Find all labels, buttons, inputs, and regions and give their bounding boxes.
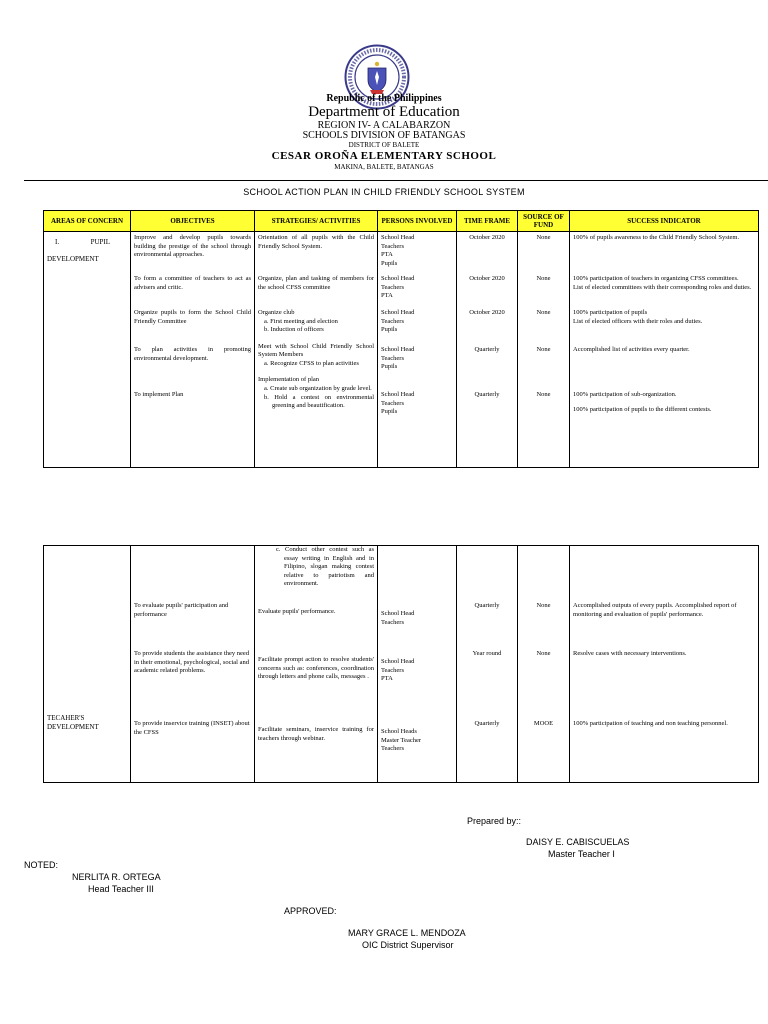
success-2	[573, 275, 755, 309]
objective-2: To form a committee of teachers to act as advisers and critic.	[134, 275, 251, 291]
strategy-3-title: Organize club	[258, 309, 295, 316]
strategy-4-a: a. Recognize CFSS to plan activities	[264, 359, 359, 367]
fund-2: None	[536, 275, 551, 282]
success-7: Resolve cases with necessary interventions.	[573, 650, 687, 657]
header-divider	[24, 180, 768, 181]
success-3a: 100% participation of pupils	[573, 309, 648, 316]
person-item: Teachers	[381, 242, 405, 250]
persons-cell	[378, 546, 457, 783]
objective-5: To implement Plan	[134, 391, 184, 398]
time-5: Quarterly	[474, 391, 500, 398]
table-row	[44, 232, 759, 468]
table-header-row	[44, 211, 759, 232]
persons-group-8	[381, 728, 453, 754]
strategy-7: Facilitate prompt action to resolve students' concerns such as: conferences, coordination through letters and phone calls, messages .	[258, 656, 374, 681]
success-8: 100% participation of teaching and non teaching personnel.	[573, 720, 728, 727]
areas-cell	[44, 546, 131, 783]
objective-4: To plan activities in promoting environmental development.	[134, 346, 251, 362]
noted-title: Head Teacher III	[88, 884, 154, 894]
col-header-objectives: OBJECTIVES	[131, 211, 255, 232]
strategy-1: Orientation of all pupils with the Child Friendly School System.	[258, 234, 374, 250]
success-4: Accomplished list of activities every quarter.	[573, 346, 690, 353]
strategy-6: Evaluate pupils' performance.	[258, 608, 336, 615]
prepared-name: DAISY E. CABISCUELAS	[526, 837, 630, 847]
time-cell	[457, 546, 518, 783]
objective-7: To provide students the assistance they need in their emotional, psychological, social and academic related problems.	[134, 650, 250, 675]
person-item: Pupils	[381, 326, 398, 334]
strategy-3-b: b. Induction of officers	[264, 326, 324, 334]
fund-5: None	[536, 391, 551, 398]
district-label: DISTRICT OF BALETE	[348, 141, 420, 149]
document-title: SCHOOL ACTION PLAN IN CHILD FRIENDLY SCHOOL SYSTEM	[243, 187, 525, 197]
fund-3: None	[536, 309, 551, 316]
person-item: Master Teacher	[381, 736, 422, 744]
success-5b: 100% participation of pupils to the different contests.	[573, 405, 712, 413]
col-header-time: TIME FRAME	[457, 211, 518, 232]
person-item: Teachers	[381, 354, 405, 362]
approved-name: MARY GRACE L. MENDOZA	[348, 928, 466, 938]
persons-group-1	[381, 234, 453, 275]
success-5a: 100% participation of sub-organization.	[573, 391, 677, 398]
person-item: PTA	[381, 251, 393, 259]
concern-roman: I.	[55, 238, 60, 246]
person-item: School Head	[381, 610, 415, 617]
person-item: School Head	[381, 391, 415, 398]
concern-teachers: TECAHER'S DEVELOPMENT	[47, 714, 99, 732]
persons-group-6	[381, 610, 453, 658]
col-header-strategies: STRATEGIES/ ACTIVITIES	[255, 211, 378, 232]
success-cell	[570, 232, 759, 468]
region-label: REGION IV- A CALABARZON	[317, 120, 451, 131]
concern-word: PUPIL	[90, 238, 111, 246]
persons-group-3	[381, 309, 453, 346]
approved-title: OIC District Supervisor	[362, 940, 454, 950]
time-2: October 2020	[469, 275, 505, 282]
division-label: SCHOOLS DIVISION OF BATANGAS	[302, 130, 466, 141]
person-item: Teachers	[381, 399, 405, 407]
time-8: Quarterly	[474, 720, 500, 727]
fund-8: MOOE	[533, 720, 554, 727]
person-item: School Head	[381, 658, 415, 665]
table-row	[44, 546, 759, 783]
strategy-5-c: c. Conduct other contest such as essay writing in English and in Filipino, slogan making contest relative to patriotism and environment.	[276, 546, 374, 588]
objective-1: Improve and develop pupils towards building the prestige of the school through environmental approaches.	[134, 234, 251, 259]
prepared-label: Prepared by::	[467, 816, 522, 826]
fund-4: None	[536, 346, 551, 353]
fund-cell	[518, 232, 570, 468]
person-item: School Head	[381, 275, 415, 282]
person-item: PTA	[381, 675, 393, 683]
col-header-fund: SOURCE OF FUND	[518, 211, 570, 232]
person-item: School Head	[381, 346, 415, 353]
success-5	[573, 391, 755, 414]
person-item: Teachers	[381, 666, 405, 674]
strategy-4-title: Meet with School Child Friendly School System Members	[258, 342, 374, 359]
success-1: 100% of pupils awareness to the Child Friendly School System.	[573, 234, 740, 241]
fund-cell	[518, 546, 570, 783]
strategies-cell	[255, 546, 378, 783]
school-name: CESAR OROÑA ELEMENTARY SCHOOL	[271, 150, 497, 162]
strategy-2: Organize, plan and tasking of members for the school CFSS committee	[258, 275, 374, 291]
time-3: October 2020	[469, 309, 505, 316]
action-plan-table-2	[43, 545, 759, 783]
persons-group-2	[381, 275, 453, 309]
action-plan-table-1	[43, 210, 759, 468]
objective-8: To provide inservice training (INSET) about the CFSS	[134, 720, 250, 736]
success-2a: 100% participation of teachers in organizing CFSS committees.	[573, 275, 739, 282]
success-2b: List of elected committees with their corresponding roles and duties.	[573, 283, 752, 291]
person-item: Pupils	[381, 363, 398, 371]
success-3	[573, 309, 755, 346]
person-item: PTA	[381, 292, 393, 300]
person-item: Teachers	[381, 283, 405, 291]
person-item: Pupils	[381, 408, 398, 416]
persons-group-4	[381, 346, 453, 391]
objectives-cell	[131, 232, 255, 468]
school-address: MAKINA, BALETE, BATANGAS	[334, 163, 434, 171]
strategy-5-title: Implementation of plan	[258, 376, 320, 384]
time-7: Year round	[472, 650, 502, 657]
success-6: Accomplished outputs of every pupils. Accomplished report of monitoring and evaluation of pupils' performance.	[573, 602, 737, 618]
time-1: October 2020	[469, 234, 505, 241]
person-item: Teachers	[381, 745, 405, 753]
col-header-areas: AREAS OF CONCERN	[44, 211, 131, 232]
strategies-cell	[255, 232, 378, 468]
persons-cell	[378, 232, 457, 468]
person-item: Teachers	[381, 618, 405, 626]
person-item: School Heads	[381, 728, 417, 735]
concern-heading	[47, 238, 127, 247]
time-4: Quarterly	[474, 346, 500, 353]
department-title: Department of Education	[308, 104, 460, 120]
person-item: School Head	[381, 234, 415, 241]
time-cell	[457, 232, 518, 468]
person-item: Pupils	[381, 259, 398, 267]
success-3b: List of elected officers with their roles and duties.	[573, 317, 703, 325]
strategy-5-a: a. Create sub organization by grade level.	[264, 385, 372, 393]
fund-1: None	[536, 234, 551, 241]
prepared-title: Master Teacher I	[548, 849, 615, 859]
strategy-3-a: a. First meeting and election	[264, 317, 338, 325]
objective-3: Organize pupils to form the School Child Friendly Committee	[134, 309, 251, 325]
col-header-persons: PERSONS INVOLVED	[378, 211, 457, 232]
fund-6: None	[536, 602, 551, 609]
success-cell	[570, 546, 759, 783]
col-header-success: SUCCESS INDICATOR	[570, 211, 759, 232]
fund-7: None	[536, 650, 551, 657]
areas-cell	[44, 232, 131, 468]
persons-group-5	[381, 391, 453, 417]
noted-name: NERLITA R. ORTEGA	[72, 872, 161, 882]
objective-6: To evaluate pupils' participation and performance	[134, 602, 229, 618]
noted-label: NOTED:	[24, 860, 59, 870]
person-item: School Head	[381, 309, 415, 316]
approved-label: APPROVED:	[284, 906, 337, 916]
strategy-5-b: b. Hold a contest on environmental greening and beautification.	[264, 393, 374, 410]
objectives-cell	[131, 546, 255, 783]
persons-group-7	[381, 658, 453, 728]
concern-development: DEVELOPMENT	[47, 255, 99, 264]
person-item: Teachers	[381, 317, 405, 325]
strategy-8: Facilitate seminars, inservice training for teachers through webinar.	[258, 726, 374, 742]
time-6: Quarterly	[474, 602, 500, 609]
republic-label: Republic of the Philippines	[326, 93, 442, 104]
